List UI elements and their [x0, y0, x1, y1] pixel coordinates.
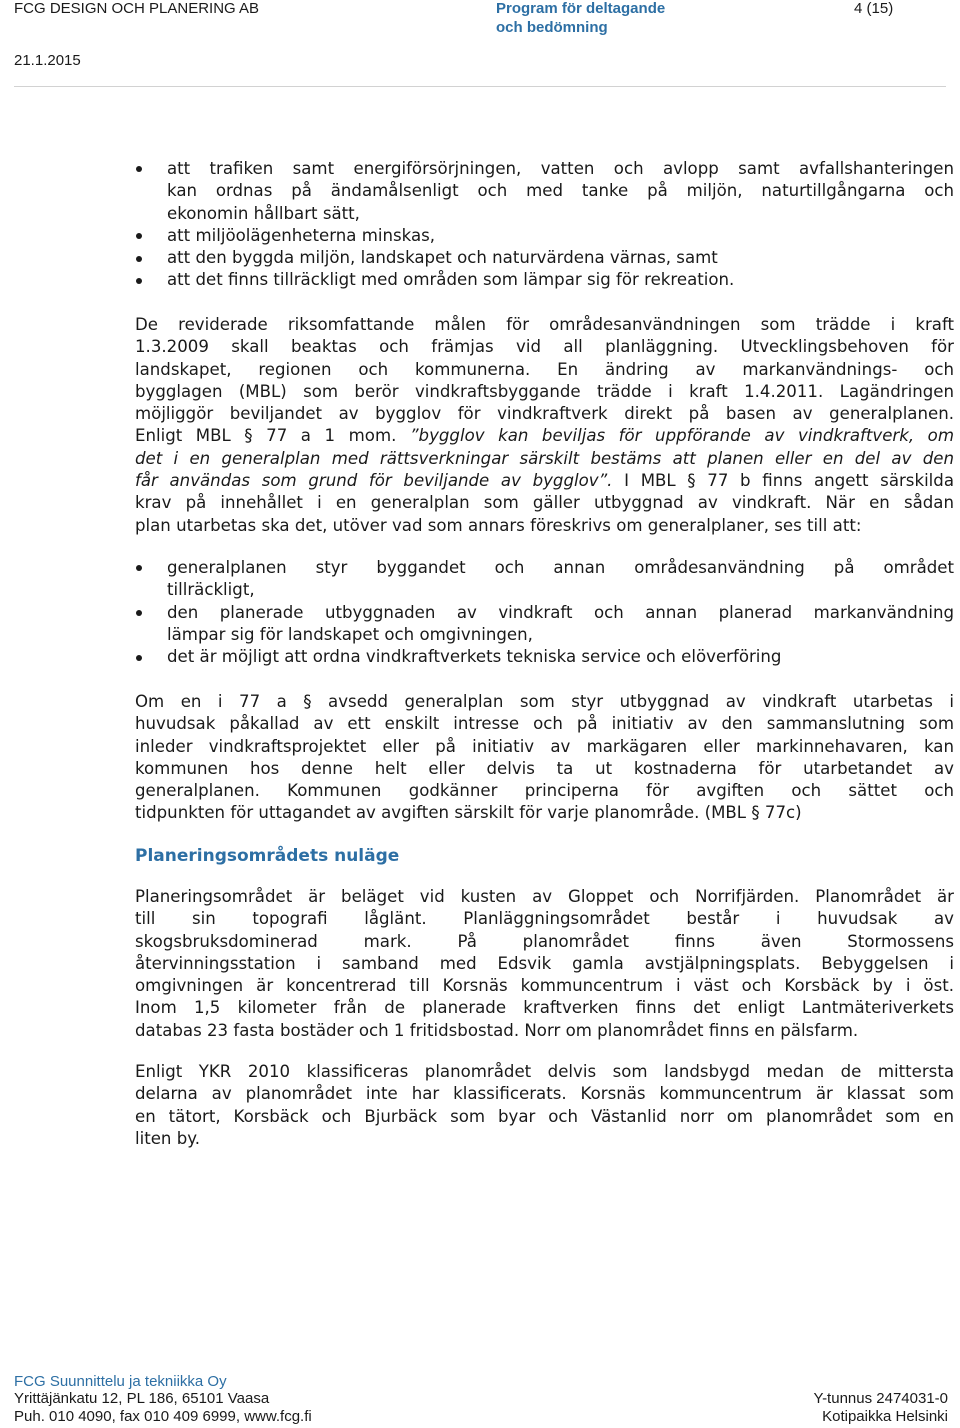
header-divider [14, 86, 946, 87]
footer-company: FCG Suunnittelu ja tekniikka Oy [14, 1373, 227, 1390]
footer-domicile: Kotipaikka Helsinki [822, 1408, 948, 1425]
paragraph-line: möjliggör beviljandet av bygglov för vindkraftverk direkt på basen av generalplanen. [135, 404, 954, 424]
paragraph-line: Inom 1,5 kilometer från de planerade kraftverken finns det enligt Lantmäteriverkets [135, 998, 954, 1018]
bullet-list-requirements [167, 557, 954, 668]
list-item-line: lämpar sig för landskapet och omgivningen, [167, 624, 533, 644]
bullet-marker [136, 278, 142, 284]
footer-business-id: Y-tunnus 2474031-0 [813, 1390, 948, 1407]
list-item-line: den planerade utbyggnaden av vindkraft och annan planerad markanvändning [167, 602, 954, 622]
paragraph-line: databas 23 fasta bostäder och 1 fritidsbostad. Norr om planområdet finns en pälsfarm. [135, 1020, 859, 1040]
quote-line: det i en generalplan med rättsverkningar särskilt bestäms att planen eller en del av den [135, 448, 954, 468]
header-program-title-line1: Program för deltagande [496, 0, 666, 17]
paragraph-line: till sin topografi låglänt. Planläggningsområdet består i huvudsak av [135, 909, 954, 929]
header-page-number: 4 (15) [854, 0, 894, 17]
bullet-marker [136, 233, 142, 239]
list-item-line: att den byggda miljön, landskapet och naturvärdena värnas, samt [167, 248, 718, 268]
bullet-list-goals [167, 158, 954, 292]
paragraph-segment: I MBL § 77 b finns angett särskilda [612, 471, 954, 491]
list-item-line: att trafiken samt energiförsörjningen, vatten och avlopp samt avfallshanteringen [167, 159, 954, 178]
paragraph-line: Planeringsområdet är beläget vid kusten av Gloppet och Norrifjärden. Planområdet är [135, 887, 954, 906]
paragraph-line: delarna av planområdet inte har klassificerats. Korsnäs kommuncentrum är klassat som [135, 1084, 954, 1104]
list-item-line: tillräckligt, [167, 580, 255, 600]
quote-segment: ”bygglov kan beviljas för uppförande av vindkraftverk, om [409, 426, 954, 446]
bullet-marker [136, 655, 142, 661]
paragraph-line: återvinningsstation i samband med Edsvik gamla avstjälpningsplats. Bebyggelsen i [135, 953, 954, 973]
bullet-marker [136, 166, 142, 172]
paragraph-line: Enligt YKR 2010 klassificeras planområdet delvis som landsbygd medan de mittersta [135, 1062, 954, 1081]
paragraph-mbl [135, 314, 954, 537]
paragraph-segment: Enligt MBL § 77 a 1 mom. [135, 426, 410, 446]
paragraph-line: krav på innehållet i en generalplan som gäller utbyggnad av vindkraft. När en sådan [135, 493, 954, 513]
paragraph-line: tidpunkten för uttagandet av avgiften särskilt för varje planområde. (MBL § 77c) [135, 803, 802, 823]
paragraph-line [135, 425, 954, 447]
paragraph-line: bygglagen (MBL) som berör vindkraftsbyggande trädde i kraft 1.4.2011. Lagändringen [135, 381, 954, 401]
list-item-line: det är möjligt att ordna vindkraftverkets tekniska service och elöverföring [167, 647, 782, 667]
paragraph-line: kommunen hos denne helt eller delvis ta ut kostnaderna för utarbetandet av [135, 758, 954, 778]
list-item-line: generalplanen styr byggandet och annan områdesanvändning på området [167, 558, 954, 577]
list-item-line: att det finns tillräckligt med områden som lämpar sig för rekreation. [167, 270, 735, 290]
paragraph-line: en tätort, Korsbäck och Bjurbäck som byar och Västanlid norr om planområdet som en [135, 1106, 954, 1126]
paragraph-line: landskapet, regionen och kommunerna. En ändring av markanvändnings- och [135, 359, 954, 379]
header-company: FCG DESIGN OCH PLANERING AB [14, 0, 260, 17]
bullet-marker [136, 256, 142, 262]
paragraph-ykr [135, 1061, 954, 1150]
paragraph-line: generalplanen. Kommunen godkänner principerna för avgiften och sättet och [135, 781, 954, 801]
paragraph-line: 1.3.2009 skall beaktas och främjas vid all planläggning. Utvecklingsbehoven för [135, 337, 954, 357]
paragraph-line: De reviderade riksomfattande målen för områdesanvändningen som trädde i kraft [135, 315, 954, 334]
list-item-line: ekonomin hållbart sätt, [167, 203, 360, 223]
bullet-marker [136, 565, 142, 571]
paragraph-line [135, 470, 954, 492]
paragraph-current-state [135, 886, 954, 1042]
list-item-line: att miljöolägenheterna minskas, [167, 225, 436, 245]
paragraph-line: inleder vindkraftsprojektet eller på initiativ av markägaren eller markinnehavaren, kan [135, 736, 954, 756]
paragraph-line: Om en i 77 a § avsedd generalplan som styr utbyggnad av vindkraft utarbetas i [135, 692, 954, 711]
header-date: 21.1.2015 [14, 52, 81, 69]
paragraph-line: plan utarbetas ska det, utöver vad som annars föreskrivs om generalplaner, ses till att: [135, 515, 862, 535]
bullet-marker [136, 610, 142, 616]
paragraph-cost-recovery [135, 691, 954, 825]
header-program-title-line2: och bedömning [496, 19, 608, 36]
section-heading: Planeringsområdets nuläge [135, 846, 400, 866]
footer-contact: Puh. 010 4090, fax 010 409 6999, www.fcg.fi [14, 1408, 312, 1425]
footer-address: Yrittäjänkatu 12, PL 186, 65101 Vaasa [14, 1390, 270, 1407]
paragraph-line: liten by. [135, 1128, 200, 1148]
paragraph-line: omgivningen är koncentrerad till Korsnäs kommuncentrum i väst och Korsbäck by i öst. [135, 976, 954, 996]
list-item-line: kan ordnas på ändamålsenligt och med tanke på miljön, naturtillgångarna och [167, 181, 954, 201]
paragraph-line: huvudsak påkallad av ett enskilt intresse och på initiativ av den sammanslutning som [135, 714, 954, 734]
quote-segment: får användas som grund för beviljande av bygglov”. [135, 471, 613, 491]
paragraph-line: skogsbruksdominerad mark. På planområdet finns även Stormossens [135, 931, 954, 951]
